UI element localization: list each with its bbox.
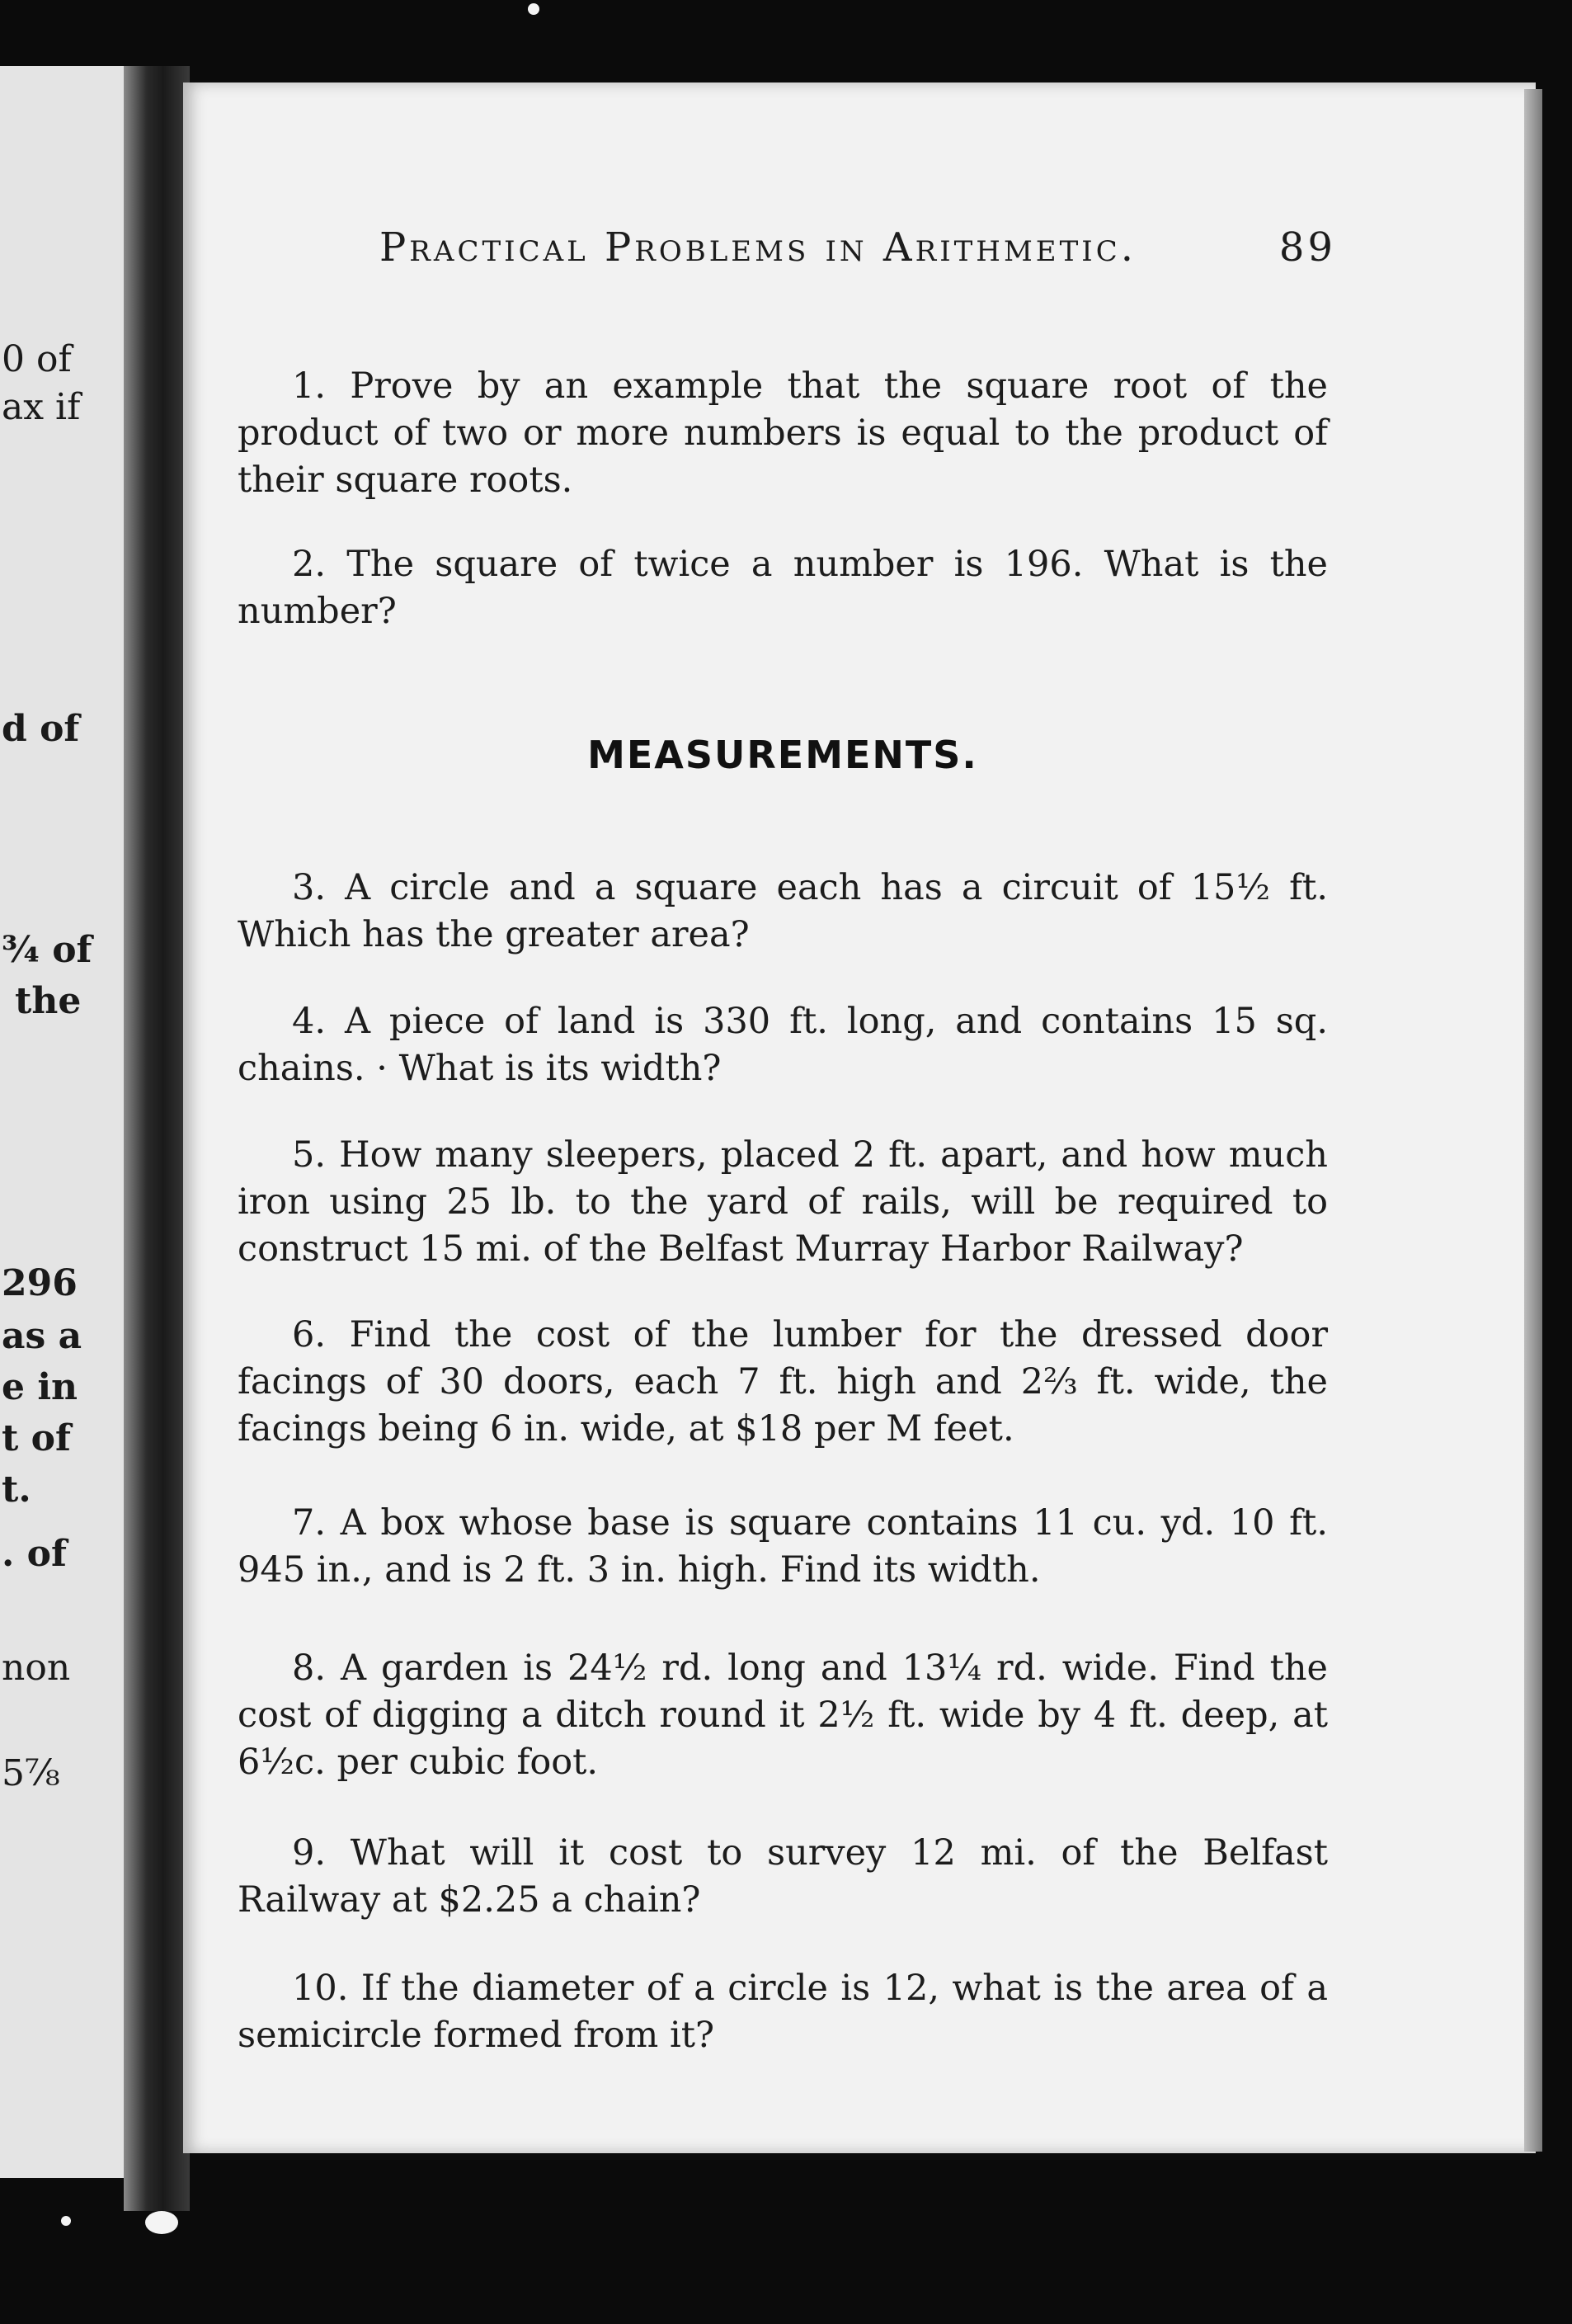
problem-text: A box whose base is square contains 11 cu. yd. 10 ft. 945 in., and is 2 ft. 3 in. high. Find its width.	[238, 1502, 1328, 1591]
problem-number: 9.	[292, 1832, 327, 1874]
scan-speck	[145, 2211, 178, 2234]
left-fragment-line: . of	[2, 1533, 67, 1575]
left-fragment-line: t.	[2, 1468, 31, 1511]
left-fragment-line: 296	[2, 1262, 78, 1304]
book-gutter	[124, 66, 190, 2211]
problem-10	[238, 1965, 1328, 2059]
left-fragment-line: d of	[2, 708, 80, 750]
running-head	[379, 224, 1336, 282]
left-fragment-line: 0 of	[2, 338, 72, 380]
scan-speck	[61, 2216, 71, 2226]
problem-2	[238, 541, 1328, 635]
problem-text: A circle and a square each has a circuit of 15½ ft. Which has the greater area?	[238, 867, 1328, 955]
section-heading: MEASUREMENTS.	[587, 733, 978, 777]
problem-text: A piece of land is 330 ft. long, and contains 15 sq. chains. · What is its width?	[238, 1001, 1328, 1089]
problem-1	[238, 363, 1328, 504]
problem-8	[238, 1645, 1328, 1786]
left-fragment-line: the	[15, 980, 82, 1022]
problem-number: 1.	[292, 365, 327, 407]
left-fragment-line: ¾ of	[2, 929, 92, 971]
problem-3	[238, 865, 1328, 959]
page-edge	[1524, 89, 1542, 2152]
left-fragment-line: e in	[2, 1366, 78, 1408]
problem-number: 6.	[292, 1314, 327, 1355]
problem-text: What will it cost to survey 12 mi. of the Belfast Railway at $2.25 a chain?	[238, 1832, 1328, 1921]
running-head-title: Practical Problems in Arithmetic.	[379, 224, 1137, 271]
scan-speck	[528, 3, 539, 15]
problem-number: 8.	[292, 1648, 327, 1689]
problem-4	[238, 998, 1328, 1092]
problem-5	[238, 1132, 1328, 1273]
problem-text: If the diameter of a circle is 12, what is the area of a semicircle formed from it?	[238, 1968, 1329, 2056]
problem-text: The square of twice a number is 196. What is the number?	[238, 544, 1328, 632]
problem-text: A garden is 24½ rd. long and 13¼ rd. wide. Find the cost of digging a ditch round it 2½ ft. wide by 4 ft. deep, at 6½c. per cubic foot.	[238, 1648, 1329, 1783]
left-fragment-line: ax if	[2, 386, 81, 428]
problem-text: Prove by an example that the square root of the product of two or more numbers is equal to the product of their square roots.	[238, 365, 1328, 501]
problem-number: 7.	[292, 1502, 327, 1544]
left-fragment-line: t of	[2, 1417, 71, 1459]
left-fragment-line: non	[2, 1647, 71, 1689]
problem-number: 3.	[292, 867, 327, 908]
problem-text: How many sleepers, placed 2 ft. apart, and how much iron using 25 lb. to the yard of rails, will be required to construct 15 mi. of the Belfast Murray Harbor Railway?	[238, 1134, 1328, 1270]
problem-number: 4.	[292, 1001, 327, 1042]
problem-text: Find the cost of the lumber for the dressed door facings of 30 doors, each 7 ft. high and 2⅔ ft. wide, the facings being 6 in. wide, at $18 per M feet.	[238, 1314, 1329, 1450]
problem-number: 5.	[292, 1134, 327, 1176]
problem-7	[238, 1500, 1328, 1594]
problem-number: 2.	[292, 544, 327, 585]
problem-9	[238, 1830, 1328, 1924]
left-fragment-line: 5⅞	[2, 1752, 60, 1794]
problem-number: 10.	[292, 1968, 349, 2009]
problem-6	[238, 1312, 1328, 1453]
page-number: 89	[1278, 224, 1336, 271]
left-fragment-line: as a	[2, 1315, 82, 1357]
